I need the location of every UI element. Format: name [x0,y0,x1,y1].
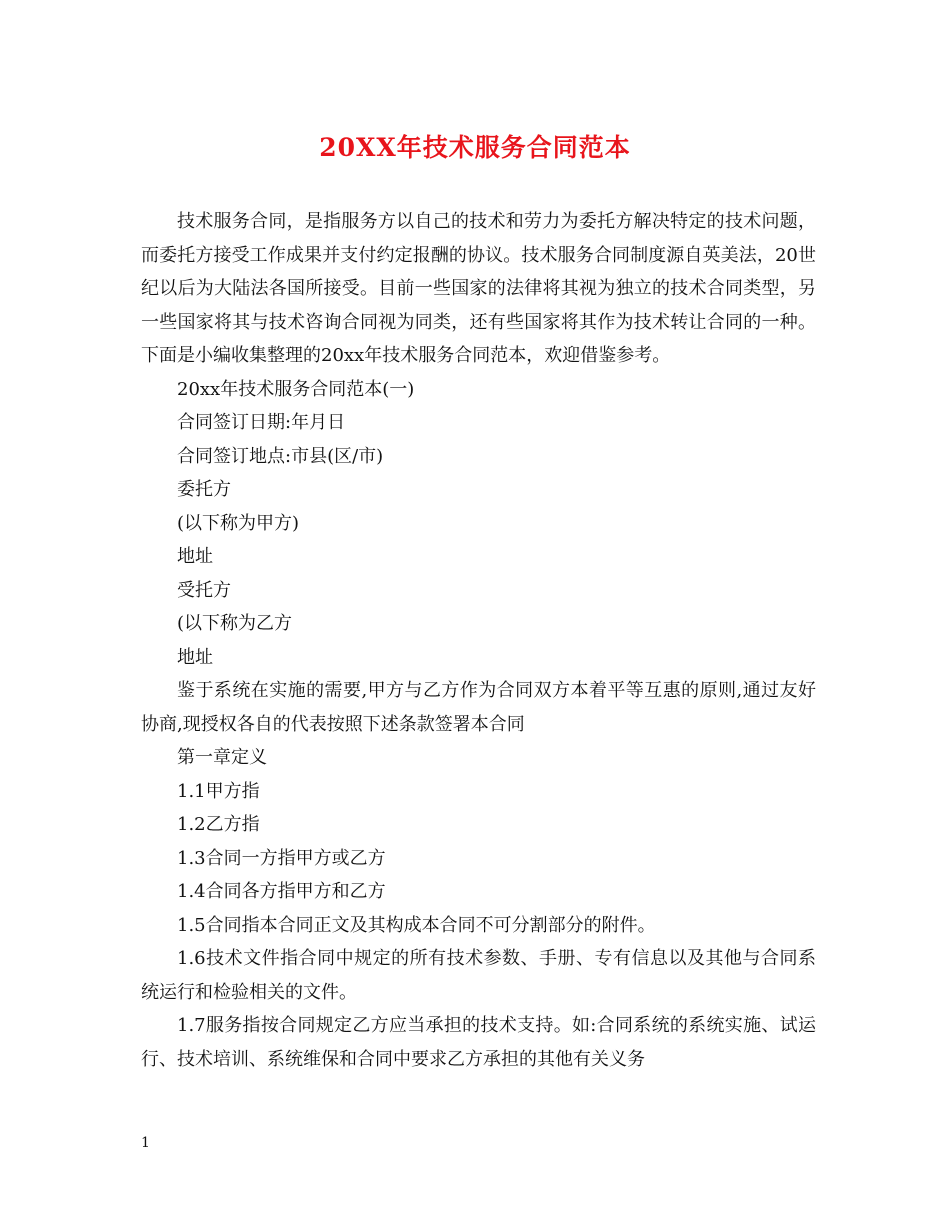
contractor-label: 受托方 [177,579,231,601]
contract-location-line: 合同签订地点:市县(区/市) [177,445,384,467]
definition-item: 1.6技术文件指合同中规定的所有技术参数、手册、专有信息以及其他与合同系统运行和检验相关的文件。 [141,948,816,1003]
definition-item: 1.5合同指本合同正文及其构成本合同不可分割部分的附件。 [177,914,656,936]
contract-date-line: 合同签订日期:年月日 [177,412,346,433]
contractor-address-label: 地址 [177,646,213,668]
definition-item: 1.1甲方指 [177,780,260,802]
client-label: 委托方 [177,479,231,500]
definition-item: 1.7服务指按合同规定乙方应当承担的技术支持。如:合同系统的系统实施、试运行、技术培训、系统维保和合同中要求乙方承担的其他有关义务 [141,1015,816,1070]
page-number: 1 [141,1135,150,1151]
definition-item: 1.3合同一方指甲方或乙方 [177,847,386,869]
intro-paragraph: 技术服务合同，是指服务方以自己的技术和劳力为委托方解决特定的技术问题，而委托方接受工作成果并支付约定报酬的协议。技术服务合同制度源自英美法，20世纪以后为大陆法各国所接受。目前一些国家的法律将其视为独立的技术合同类型，另一些国家将其与技术咨询合同视为同类，还有些国家将其作为技术转让合同的一种。下面是小编收集整理的20xx年技术服务合同范本，欢迎借鉴参考。 [141,211,816,366]
preamble-paragraph: 鉴于系统在实施的需要,甲方与乙方作为合同双方本着平等互惠的原则,通过友好协商,现授权各自的代表按照下述条款签署本合同 [141,680,816,735]
definition-item: 1.2乙方指 [177,814,260,835]
section-heading: 20xx年技术服务合同范本(一) [177,378,415,400]
chapter-heading: 第一章定义 [177,747,267,768]
party-b-note: (以下称为乙方 [177,613,293,634]
definition-item: 1.4合同各方指甲方和乙方 [177,881,386,902]
document-title: 20XX年技术服务合同范本 [319,133,631,162]
client-address-label: 地址 [177,546,213,567]
party-a-note: (以下称为甲方) [177,512,300,534]
document-body [141,205,816,1076]
